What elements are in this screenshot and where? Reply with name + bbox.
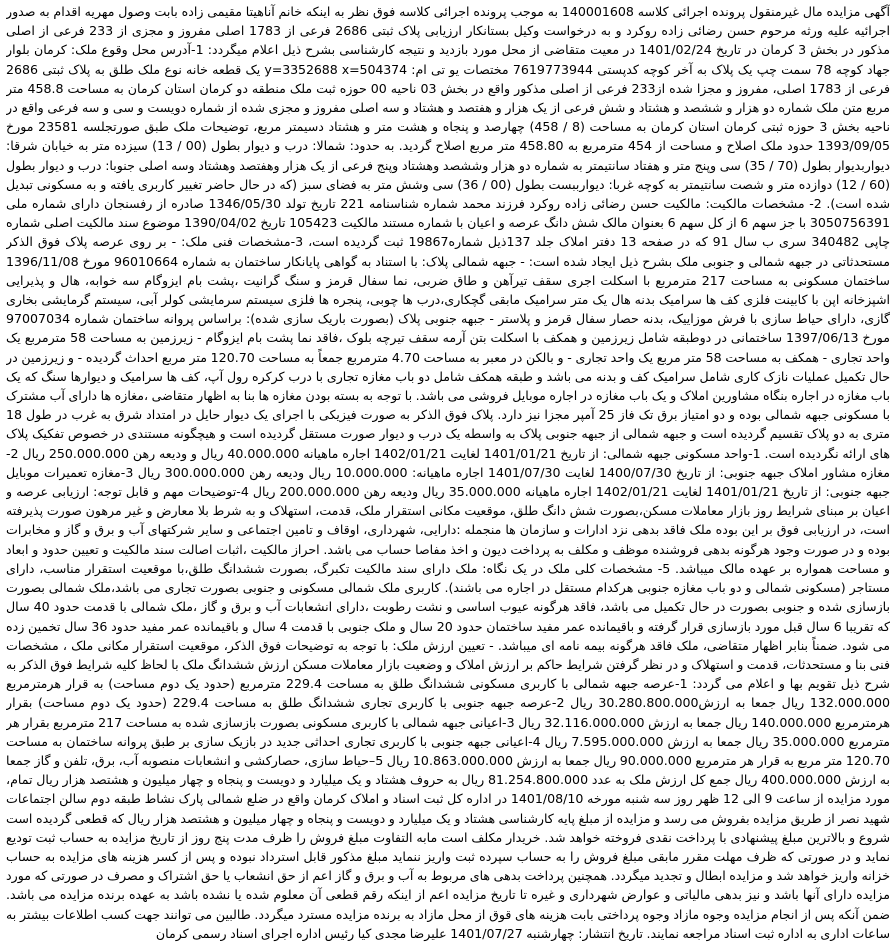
auction-notice-body [6,2,890,951]
notice-body-text: آگهی مزایده مال غیرمنقول پرونده اجرائی کلاسه 140001608 به موجب پرونده اجرائی کلاسه فوق نظر به اینکه خانم آناهیتا مقیمی زاده بابت وصول مهریه اقدام به صدور اجرائیه علیه ورثه مرحوم حسن رضائی زاده روکرد و به درخواست وکیل بستانکار ارزیابی پلاک ثبتی 2686 فرعی از 1783 اصلی مفروز و مجزی از 233 فرعی از اصلی مذکور در بخش 3 کرمان در تاریخ 1401/02/24 در معیت متقاضی از محل مورد بازدید و نتیجه کارشناسی بشرح ذیل اعلام میگردد: 1-آدرس محل وقوع ملک: کرمان بلوار جهاد کوچه 78 سمت چپ یک پلاک به آخر کوچه کدپستی 7619773944 مختصات یو تی ام: y=3352688 x=504374 یک قطعه خانه نوع ملک طلق به پلاک ثبتی 2686 فرعی از 1783 اصلی، مفروز و مجزا شده از233 فرعی از اصلی مذکور واقع در بخش 03 ناحیه 00 حوزه ثبت ملک منطقه دو کرمان استان کرمان به مساحت 458.8 متر مربع متن ملک شماره دو هزار و ششصد و هشتاد و شش فرعی از یک هزار و هفتصد و هشتاد و سه اصلی مفروز و مجزی شده از شماره دویست و سی و سه فرعی واقع در ناحیه بخش 3 حوزه ثبتی کرمان استان کرمان به مساحت (8 / 458) چهارصد و پنجاه و هشت متر و هشتاد دسیمتر مربع، توضیحات ملک طبق صورتجلسه 23581 مورخ 1393/09/05 حدود ملک اصلاح و مساحت از 454 مترمربع به 458.80 متر مربع اصلاح گردید. به حدود: شمالا: درب و دیوار بطول (00 / 13) سیزده متر به خیابان شرقا: دیواربدیوار بطول (70 / 35) سی وپنج متر و هفتاد سانتیمتر به شماره دو هزار وششصد وهشتاد وپنج فرعی از یک هزار وهفتصد وهشتاد وسه اصلی جنوبا: درب و دیوار بطول (60 / 12) دوازده متر و شصت سانتیمتر به کوچه غربا: دیوارببست بطول (00 / 36) سی وشش متر به فضای سبز (که در حال حاضر تغییر کاربری یافته و به مسکونی تبدیل شده است). 2- مشخصات مالکیت: مالکیت حسن رضائی زاده روکرد فرزند محمد شماره شناسنامه 221 تاریخ تولد 1346/05/30 صادره از رفسنجان دارای شماره ملی 3050756391 با جز سهم 6 از کل سهم 6 بعنوان مالک شش دانگ عرصه و اعیان با شماره مستند مالکیت 105423 تاریخ 1390/04/02 موضوع سند مالکیت اصلی شماره چاپی 340482 سری ب سال 91 که در صفحه 13 دفتر املاک جلد 137ذیل شماره19867 ثبت گردیده است، 3-مشخصات فنی ملک: - بر روی عرصه پلاک فوق الذکر مستحدثاتی در جبهه شمالی و جنوبی ملک بشرح ذیل ایجاد شده است: - جبهه شمالی پلاک: با استناد به گواهی پایانکار ساختمان به شماره 96010664 مورخ 1396/11/08 ساختمان مسکونی به مساحت 217 مترمربع با اسکلت اجری سقف تیرآهن و طاق ضربی، نما سفال قرمز و سنگ گرانیت ،پشت بام ایزوگام سه خوابه، هال و پذیرایی اشپزخانه اپن با کابینت فلزی کف ها سرامیک بدنه هال یک متر سرامیک مابقی گچکاری،درب ها چوبی، پنجره ها فلزی سیستم سرمایشی کولر آبی، سیستم گرمایشی بخاری گازی، دارای حیاط سازی با فرش موزاییک، بدنه حصار سفال قرمز و پلاستر - جبهه جنوبی پلاک (بصورت باریک سازی شده): براساس پروانه ساختمان شماره 97007034 مورخ 1397/06/13 ساختمانی در دوطبقه شامل زیرزمین و همکف با اسکلت بتن آرمه سقف تیرچه بلوک ،فاقد نما پشت بام ایزوگام - زیرزمین به مساحت 58 مترمربع یک واحد تجاری - همکف به مساحت 58 متر مربع یک واحد تجاری - و بالکن در معبر به مساحت 4.70 مترمربع جمعاً به مساحت 120.70 متر مربع احداث گردیده - و زیرزمین در حال تکمیل عملیات نازک کاری شامل سرامیک کف و بدنه می باشد و طبقه همکف شامل دو باب مغازه تجاری با درب کرکره رول آپ، کف ها سرامیک و دیوارها سنگ که یک باب مغازه در اجاره بنگاه مشاورین املاک و یک باب مغازه در اجاره موبایل فروشی می باشد. با توجه به بسته بودن مغازه ها بنا به اظهار متقاضی ،مغازه ها دارای آب مشترک با مسکونی جبهه شمالی بوده و دو امتیاز برق تک فاز 25 آمپر مجزا نیز دارد. پلاک فوق الذکر به صورت فیزیکی با اجرای یک دیوار حایل در امتداد شرق به غرب در طول 18 متری به دو پلاک تقسیم گردیده است و جبهه شمالی از جبهه جنوبی پلاک به واسطه یک درب و دیوار صورت مستقل گردیده است و هیچگونه مستندی در خصوص تفکیک پلاک های ارائه نگردیده است. 1-واحد مسکونی جبهه شمالی: از تاریخ 1401/01/21 لغایت 1402/01/21 اجاره ماهیانه 40.000.000 ریال و ودیعه رهن 250.000.000 ریال 2- مغازه مشاور املاک جبهه جنوبی: از تاریخ 1400/07/30 لغایت 1401/07/30 اجاره ماهیانه: 10.000.000 ریال ودیعه رهن 300.000.000 ریال 3-مغازه تعمیرات موبایل جبهه جنوبی: از تاریخ 1401/01/21 لغایت 1402/01/21 اجاره ماهیانه 35.000.000 ریال ودیعه رهن 200.000.000 ریال 4-توضیحات مهم و قابل توجه: ارزیابی عرصه و اعیان بر مبنای شرایط روز بازار معاملات مسکن،بصورت شش دانگ طلق، موقعیت مکانی استقرار ملک، قدمت، استهلاک و به شرط بلا معارض و غیر مرهون صورت پذیرفته است، در ارزیابی فوق بر این بوده ملک فاقد بدهی نزد ادارات و سازمان ها منجمله :دارایی، شهرداری، اوقاف و تامین اجتماعی و سایر شرکتهای آب و برق و گاز و مخابرات بوده و در صورت وجود هرگونه بدهی فروشنده موظف و مکلف به پرداخت دیون و اخذ مفاصا حساب می باشد. احراز مالکیت ،اثبات اصالت سند مالکیت و تعیین حدود و ابعاد و مساحت همواره بر عهده مالک میباشد. 5- مشخصات کلی ملک در یک نگاه: ملک دارای سند مالکیت تکبرگ، بصورت ششدانگ طلق،با موقعیت استقرار مناسب، دارای مستاجر (مسکونی شمالی و دو باب مغازه جنوبی هرکدام مستقل در اجاره می باشند). کاربری ملک شمالی مسکونی و جنوبی بصورت تجاری می باشد،ملک شمالی بصورت بازسازی شده و جنوبی بصورت در حال تکمیل می باشد، فاقد هرگونه عیوب اساسی و نشت رطوبت ،دارای انشعابات آب و برق و گاز ،ملک شمالی با قدمت حدود 40 سال که تقریبا 6 سال قبل مورد بازسازی قرار گرفته و باقیمانده عمر مفید ساختمان حدود 20 سال و ملک جنوبی با قدمت 4 سال و باقیمانده عمر مفید حدود 36 سال تخمین زده می شود. ضمناً بنابر اظهار متقاضی، ملک فاقد هرگونه بیمه نامه ای میباشد. - تعیین ارزش ملک: با توجه به توضیحات فوق الذکر، موقعیت استقرار مکانی ملک ، مشخصات فنی بنا و مستحدثات، قدمت و استهلاک و در نظر گرفتن شرایط حاکم بر ارزش املاک و وضعیت بازار معاملات مسکن ارزش ششدانگ ملک با لحاظ کلیه شرایط فوق الذکر به شرح ذیل تقویم بها و اعلام می گردد: 1-عرصه جبهه شمالی با کاربری مسکونی ششدانگ طلق به مساحت 229.4 مترمربع (حدود یک دوم مساحت) به قرار هرمترمربع 132.000.000 ریال جمعا به ارزش30.280.800.000 ریال 2-عرصه جبهه جنوبی با کاربری تجاری ششدانگ طلق به مساحت 229.4 (حدود یک دوم مساحت) بقرار هرمترمربع 140.000.000 ریال جمعا به ارزش 32.116.000.000 ریال 3-اعیانی جبهه شمالی با کاربری مسکونی بصورت بازسازی شده به مساحت 217 مترمربع بقرار هر مترمربع 35.000.000 ریال جمعا به ارزش 7.595.000.000 ریال 4-اعیانی جبهه جنوبی با کاربری تجاری احداثی جدید در بازیک سازی بر طبق پروانه ساختمان به مساحت 120.70 متر مربع به قرار هر مترمربع 90.000.000 ریال جمعا به ارزش 10.863.000.000 ریال 5–حیاط سازی، حصارکشی و انشعابات منصوبه آب، برق، تلفن و گاز جمعا به ارزش 400.000.000 ریال جمع کل ارزش ملک به عدد 81.254.800.000 ریال به حروف هشتاد و یک میلیارد و دویست و پنجاه و چهار میلیون و هشتصد هزار ریال تمام، مورد مزایده از ساعت 9 الی 12 ظهر روز سه شنبه مورخه 1401/08/10 در اداره کل ثبت اسناد و املاک کرمان واقع در ضلع شمالی پارک نشاط طبقه دوم سالن اجتماعات شهید نصر از طریق مزایده بفروش می رسد و مزایده از مبلغ پایه کارشناسی هشتاد و یک میلیارد و دویست و پنجاه و چهار میلیون و هشتصد هزار ریال که قطعی گردیده است شروع و بالاترین مبلغ پیشنهادی با پرداخت نقدی فروخته خواهد شد. خریدار مکلف است مابه التفاوت مبلغ فروش را ظرف مدت پنج روز از تاریخ مزایده به حساب ثبت تودیع نماید و در صورتی که ظرف مهلت مقرر مابقی مبلغ فروش را به حساب سپرده ثبت واریز ننماید مبلغ مذکور قابل استرداد نبوده و پس از کسر هزینه های مزایده به حساب خزانه واریز خواهد شد و مزایده ابطال و تجدید میگردد. همچنین پرداخت بدهی های مربوط به آب و برق و گاز اعم از حق انشعاب یا حق اشتراک و مصرف در صورتی که مورد مزایده دارای آنها باشد و نیز بدهی مالیاتی و عوارض شهرداری و غیره تا تاریخ مزایده اعم از اینکه رقم قطعی آن معلوم شده یا نشده باشد به عهده برنده مزایده می باشد. ضمن آنکه پس از انجام مزایده وجوه مازاد وجوه پرداختی بابت هزینه های قوق از محل مازاد به برنده مزایده مسترد میگردد. طالبین می توانند جهت کسب اطلاعات بیشتر به ساعات اداری به اداره ثبت اسناد مراجعه نمایند. تاریخ انتشار: چهارشنبه 1401/07/27 علیرضا مجدی کیا رئیس اداره اجرای اسناد رسمی کرمان [6,4,890,941]
